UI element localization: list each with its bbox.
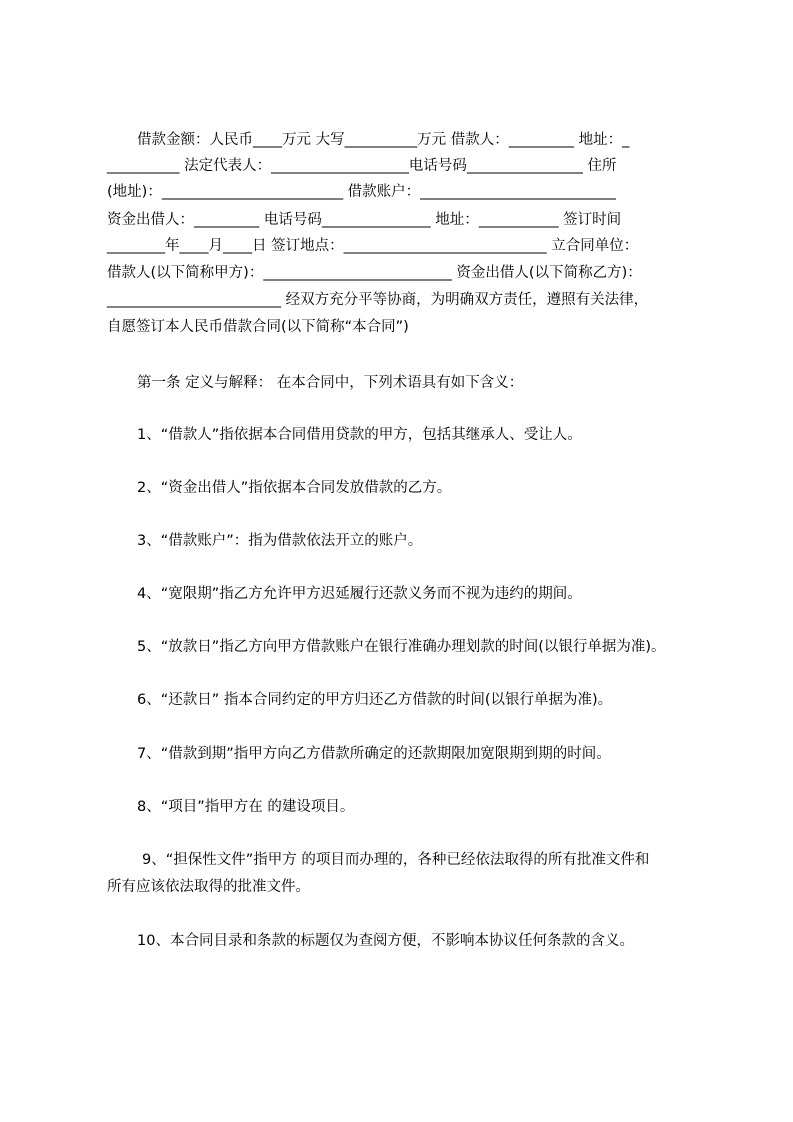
definition-item-8: 8、“项目”指甲方在 的建设项目。 [137,799,355,815]
preamble-line-3: (地址)：_________________________ 借款账户：___________________________ [107,184,616,200]
preamble-line-6: 借款人(以下简称甲方)：__________________________ 资金出借人(以下简称乙方)： [107,265,642,281]
preamble-line-2: __________ 法定代表人：___________________电话号码________________ 住所 [107,158,617,174]
definition-item-9-line-1: 9、“担保性文件”指甲方 的项目而办理的，各种已经依法取得的所有批准文件和 [142,852,650,868]
definition-item-2: 2、“资金出借人”指依据本合同发放借款的乙方。 [137,480,452,496]
definition-item-7: 7、“借款到期”指甲方向乙方借款所确定的还款期限加宽限期到期的时间。 [137,746,611,762]
definition-item-1: 1、“借款人”指依据本合同借用贷款的甲方，包括其继承人、受让人。 [137,427,582,443]
definition-item-5: 5、“放款日”指乙方向甲方借款账户在银行准确办理划款的时间(以银行单据为准)。 [137,639,666,655]
preamble-line-4: 资金出借人：_________ 电话号码_______________ 地址：___________ 签订时间 [107,212,622,228]
definition-item-6: 6、“还款日” 指本合同约定的甲方归还乙方借款的时间(以银行单据为准)。 [137,692,613,708]
definition-item-3: 3、“借款账户”：指为借款依法开立的账户。 [137,533,423,549]
definition-item-10: 10、本合同目录和条款的标题仅为查阅方便，不影响本协议任何条款的含义。 [137,933,634,949]
preamble-line-5: ________年____月____日 签订地点：____________________________ 立合同单位： [107,238,639,254]
preamble-line-1: 借款金额：人民币____万元 大写__________万元 借款人：_________ 地址：_ [137,132,630,148]
preamble-line-7: ________________________ 经双方充分平等协商，为明确双方责任，遵照有关法律， [107,292,649,308]
preamble-line-8: 自愿签订本人民币借款合同(以下简称“本合同”) [107,319,409,335]
article-1-heading: 第一条 定义与解释： 在本合同中，下列术语具有如下含义： [137,375,524,391]
definition-item-9-line-2: 所有应该依法取得的批准文件。 [107,879,310,895]
definition-item-4: 4、“宽限期”指乙方允许甲方迟延履行还款义务而不视为违约的期间。 [137,586,582,602]
